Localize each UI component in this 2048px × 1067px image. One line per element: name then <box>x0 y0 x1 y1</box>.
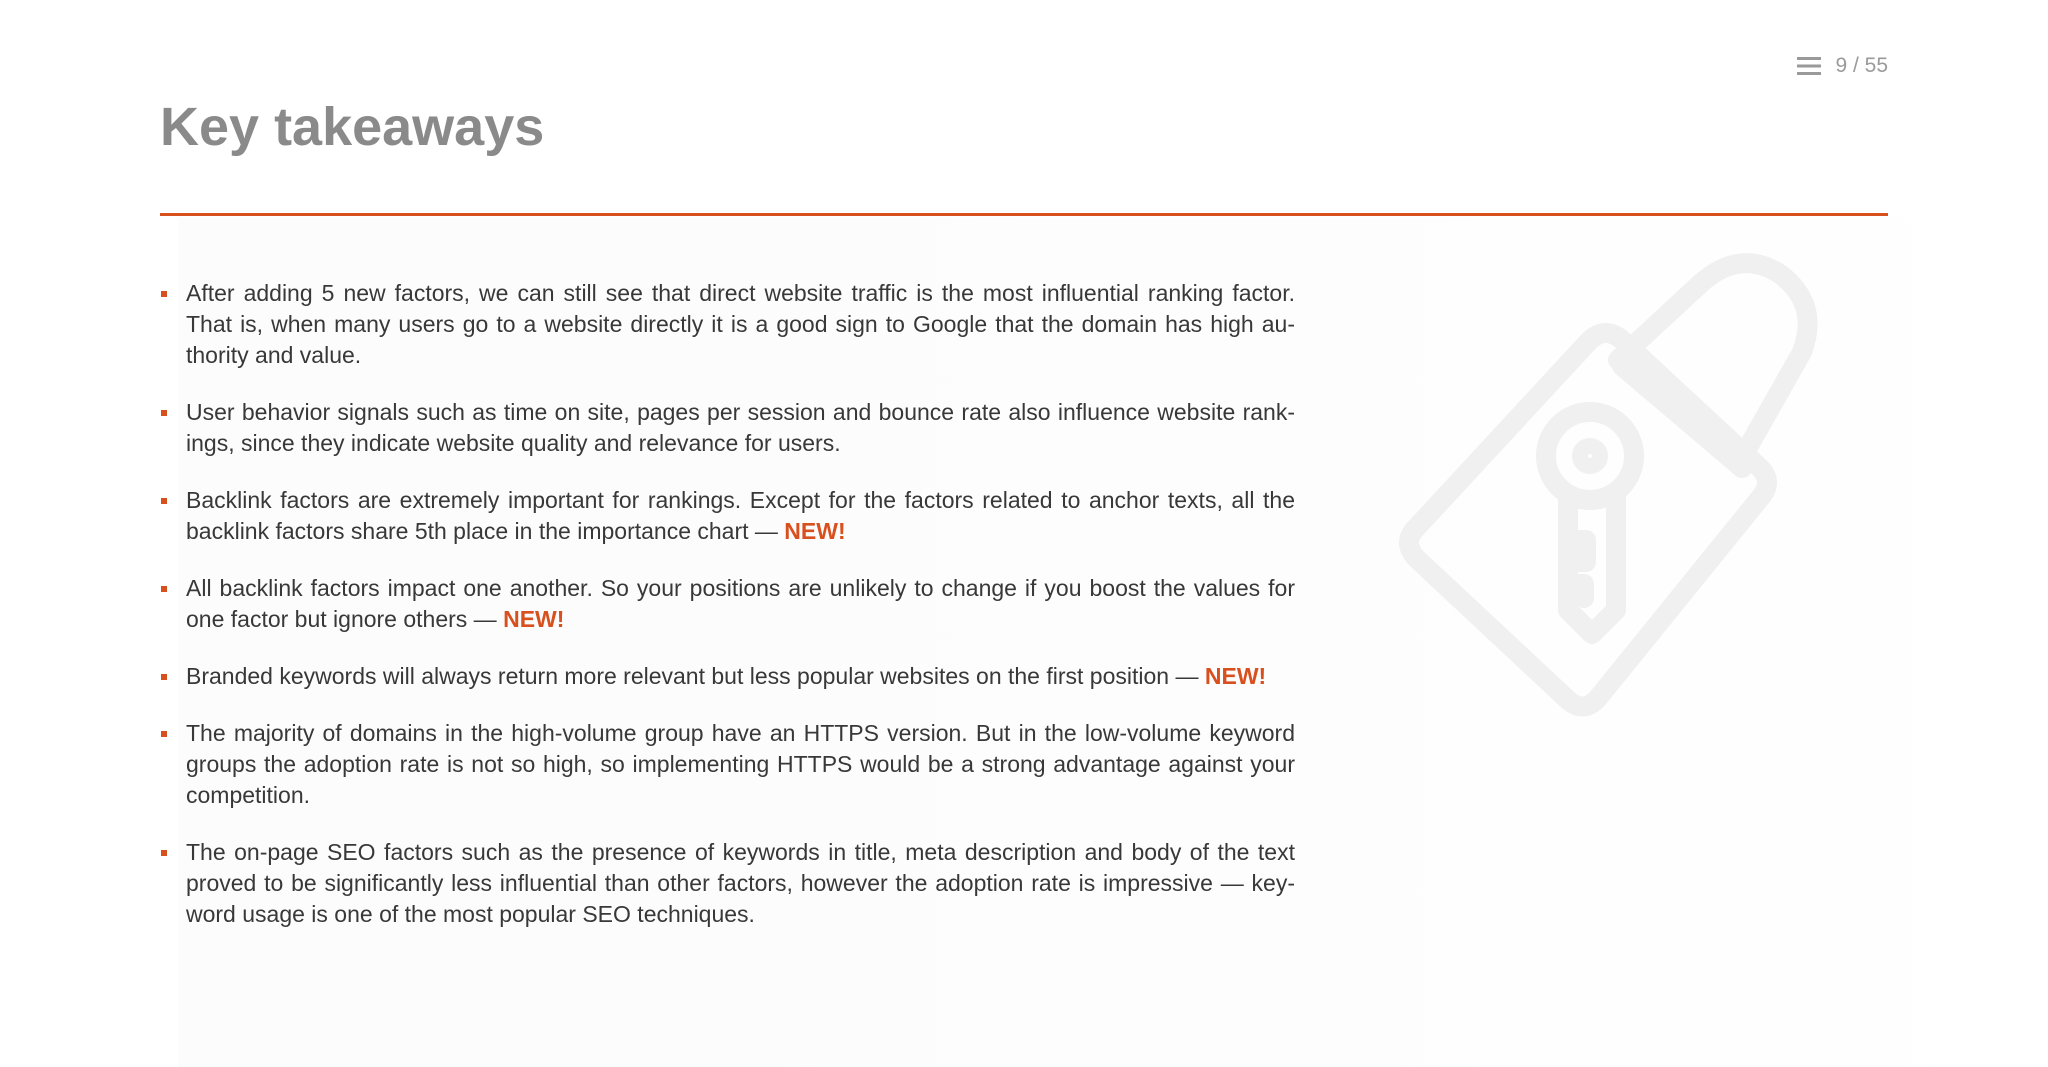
takeaways-list <box>160 278 1295 956</box>
list-item <box>160 485 1295 547</box>
list-item <box>160 837 1295 930</box>
page-counter <box>1797 54 1888 78</box>
bullet-marker <box>161 850 167 856</box>
list-item-separator: — <box>467 606 504 632</box>
bullet-marker <box>161 674 167 680</box>
bullet-marker <box>161 586 167 592</box>
new-badge: NEW! <box>1204 663 1267 689</box>
list-item <box>160 718 1295 811</box>
list-item-text: The on-page SEO factors such as the presence of keywords in title, meta description and body of the text proved to be significantly less influential than other factors, however the adoption rate is impressive — keyword usage is one of the most popular SEO techniques. <box>186 839 1295 927</box>
list-item-text: Backlink factors are extremely important for rankings. Except for the factors related to anchor texts, all the backlink factors share 5th place in the importance chart <box>186 487 1295 544</box>
list-item-separator: — <box>1169 663 1205 689</box>
list-item <box>160 573 1295 635</box>
bullet-marker <box>161 731 167 737</box>
list-item-text: Branded keywords will always return more relevant but less popular websites on the first position <box>186 663 1170 689</box>
page-title: Key takeaways <box>160 97 545 157</box>
title-divider <box>160 213 1888 216</box>
hamburger-menu-icon[interactable] <box>1797 56 1821 76</box>
list-item-separator: — <box>748 518 785 544</box>
page-counter-label: 9 / 55 <box>1835 54 1888 77</box>
list-item <box>160 278 1295 371</box>
bullet-marker <box>161 410 167 416</box>
list-item-text: User behavior signals such as time on site, pages per session and bounce rate also influence website rankings, since they indicate website quality and relevance for users. <box>186 399 1295 456</box>
list-item-text: The majority of domains in the high-volume group have an HTTPS version. But in the low-volume keyword groups the adoption rate is not so high, so implementing HTTPS would be a strong advantage against your competition. <box>186 720 1295 808</box>
list-item-text: All backlink factors impact one another. So your positions are unlikely to change if you boost the values for one factor but ignore others <box>186 575 1295 632</box>
bullet-marker <box>161 498 167 504</box>
list-item <box>160 397 1295 459</box>
new-badge: NEW! <box>503 606 565 632</box>
list-item <box>160 661 1295 692</box>
list-item-text: After adding 5 new factors, we can still see that direct website traffic is the most influential ranking factor. That is, when many users go to a website directly it is a good sign to Google that the domain has high authority and value. <box>186 280 1295 368</box>
bullet-marker <box>161 291 167 297</box>
padlock-key-icon <box>1370 240 1890 740</box>
new-badge: NEW! <box>784 518 846 544</box>
